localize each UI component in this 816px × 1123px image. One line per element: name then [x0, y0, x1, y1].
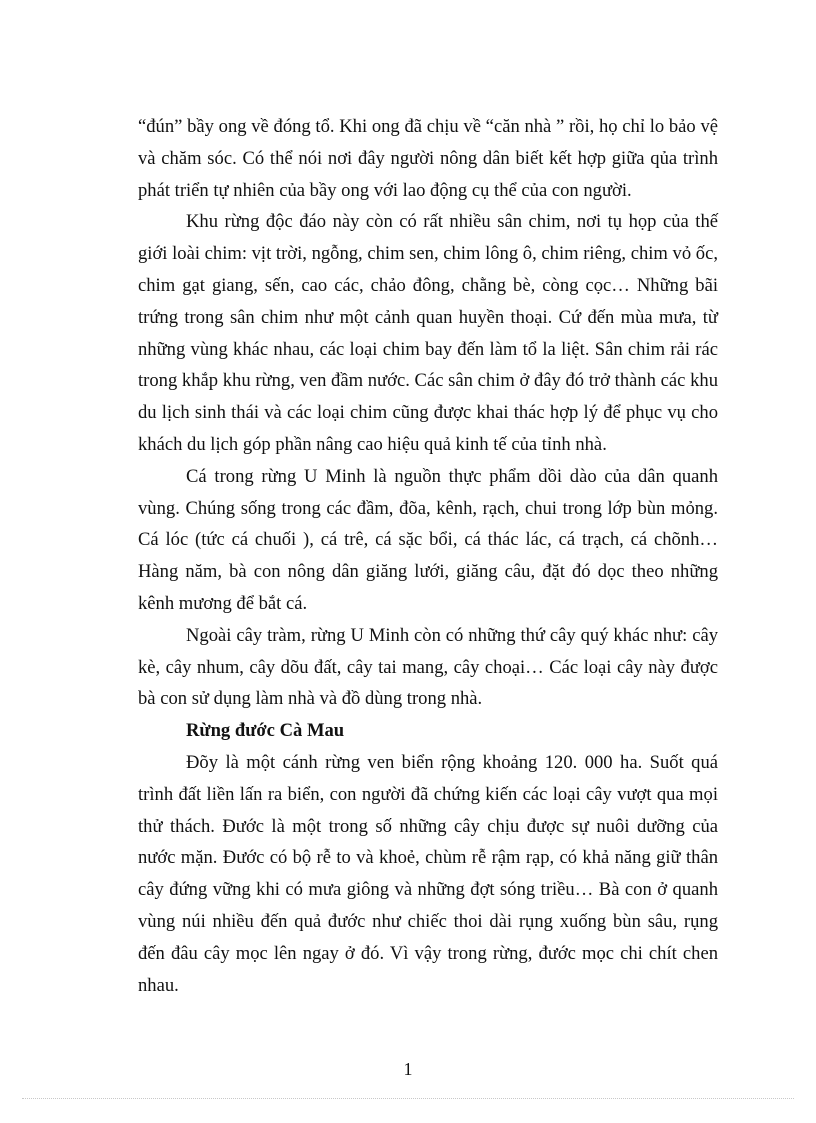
paragraph-bees: “đún” bầy ong về đóng tổ. Khi ong đã chịu về “căn nhà ” rồi, họ chỉ lo bảo vệ và chăm sóc. Có thể nói nơi đây người nông dân biết kết hợp giữa qủa trình phát triển tự nhiên của bầy ong với lao động cụ thể của con người. — [138, 116, 718, 201]
page-number: 1 — [403, 1059, 413, 1079]
page-bottom-border — [22, 1098, 794, 1099]
paragraph-trees: Ngoài cây tràm, rừng U Minh còn có những thứ cây quý khác như: cây kè, cây nhum, cây dõu đất, cây tai mang, cây choại… Các loại cây này được bà con sử dụng làm nhà và đồ dùng trong nhà. — [138, 624, 718, 710]
paragraph-bird-sanctuaries: Khu rừng độc đáo này còn có rất nhiều sân chim, nơi tụ họp của thế giới loài chim: vịt trời, ngỗng, chim sen, chim lông ô, chim riêng, chim vỏ ốc, chim gạt giang, sến, cao các, chảo đông, chằng bè, còng cọc… Những bãi trứng trong sân chim như một cảnh quan huyền thoại. Cứ đến mùa mưa, từ những vùng khác nhau, các loại chim bay đến làm tổ la liệt. Sân chim rải rác trong khắp khu rừng, ven đầm nước. Các sân chim ở đây đó trở thành các khu du lịch sinh thái và các loại chim cũng được khai thác hợp lý để phục vụ cho khách du lịch góp phần nâng cao hiệu quả kinh tế của tỉnh nhà. — [138, 211, 718, 455]
paragraph-fish: Cá trong rừng U Minh là nguồn thực phẩm dồi dào của dân quanh vùng. Chúng sống trong các đầm, đõa, kênh, rạch, chui trong lớp bùn mỏng. Cá lóc (tức cá chuối ), cá trê, cá sặc bổi, cá thác lác, cá trạch, cá chõnh… Hàng năm, bà con nông dân giăng lưới, giăng câu, đặt đó dọc theo những kênh mương để bắt cá. — [138, 465, 718, 614]
section-heading-mangrove: Rừng đước Cà Mau — [186, 720, 345, 742]
page-body — [138, 111, 718, 1001]
paragraph-mangrove-forest: Đõy là một cánh rừng ven biển rộng khoảng 120. 000 ha. Suốt quá trình đất liền lấn ra biển, con người đã chứng kiến các loại cây vượt qua mọi thử thách. Đước là một trong số những cây chịu được sự nuôi dưỡng của nước mặn. Đước có bộ rễ to và khoẻ, chùm rễ rậm rạp, có khả năng giữ thân cây đứng vững khi có mưa giông và những đợt sóng triều… Bà con ở quanh vùng núi nhiều đến quả đước như chiếc thoi dài rụng xuống bùn sâu, rụng đến đâu cây mọc lên ngay ở đó. Vì vậy trong rừng, đước mọc chi chít chen nhau. — [138, 751, 718, 996]
